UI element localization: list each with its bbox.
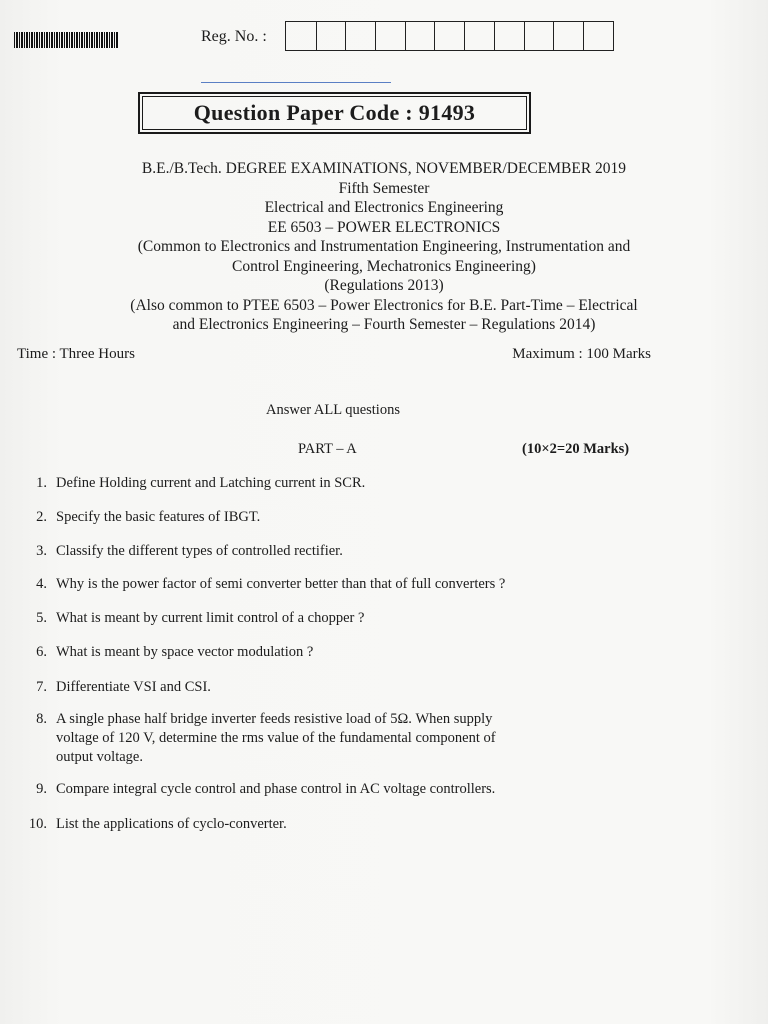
exam-header (0, 159, 768, 335)
reg-no-box (494, 22, 524, 50)
reg-no-label: Reg. No. : (201, 28, 267, 45)
question-text (56, 575, 611, 594)
question-text (56, 678, 611, 697)
header-line: (Common to Electronics and Instrumentation Engineering, Instrumentation and (137, 238, 631, 255)
question-number: 3. (36, 543, 47, 559)
header-line: B.E./B.Tech. DEGREE EXAMINATIONS, NOVEMBER/DECEMBER 2019 (141, 160, 627, 177)
time-marks-row (17, 346, 651, 363)
question-number: 5. (36, 610, 47, 626)
header-line: Control Engineering, Mechatronics Engineering) (232, 257, 536, 275)
reg-no-box (464, 22, 494, 50)
question-text-line: List the applications of cyclo-converter. (56, 816, 287, 832)
reg-no-box (434, 22, 464, 50)
question-text (56, 609, 611, 628)
reg-no-box (405, 22, 435, 50)
question-text-line: Classify the different types of controlled rectifier. (56, 543, 343, 559)
question-number: 6. (36, 644, 47, 660)
question-text-line: What is meant by current limit control of a chopper ? (56, 610, 365, 626)
header-line: Fifth Semester (338, 179, 430, 197)
question-text (56, 780, 611, 799)
question-text-line: voltage of 120 V, determine the rms value of the fundamental component of (56, 730, 496, 746)
reg-no-box (524, 22, 554, 50)
header-line: (Regulations 2013) (324, 277, 444, 294)
question-text (56, 474, 611, 493)
part-marks: (10×2=20 Marks) (522, 441, 630, 457)
reg-no-box (375, 22, 405, 50)
time-duration: Time : Three Hours (17, 346, 135, 362)
question-text-line: output voltage. (56, 749, 143, 765)
reg-no-boxes (285, 21, 614, 51)
blue-underline (201, 82, 391, 83)
question-number: 10. (28, 816, 47, 832)
question-text (56, 542, 611, 561)
reg-no-box (286, 22, 316, 50)
question-number: 1. (36, 475, 47, 491)
question-text-line: A single phase half bridge inverter feeds resistive load of 5Ω. When supply (56, 711, 493, 727)
header-line: and Electronics Engineering – Fourth Semester – Regulations 2014) (172, 316, 596, 333)
part-label: PART – A (298, 441, 357, 457)
question-number: 9. (36, 781, 47, 797)
question-number: 4. (36, 576, 47, 592)
reg-no-box (316, 22, 346, 50)
reg-no-box (345, 22, 375, 50)
question-number: 8. (36, 711, 47, 727)
question-number: 7. (36, 679, 47, 695)
question-text-line: What is meant by space vector modulation ? (56, 644, 314, 660)
reg-no-box (583, 22, 613, 50)
question-text (56, 508, 611, 527)
header-line: (Also common to PTEE 6503 – Power Electronics for B.E. Part-Time – Electrical (130, 296, 638, 314)
question-text-line: Define Holding current and Latching current in SCR. (56, 475, 366, 491)
question-paper-code: Question Paper Code : 91493 (142, 96, 527, 130)
question-text-line: Specify the basic features of IBGT. (56, 509, 261, 525)
header-line: EE 6503 – POWER ELECTRONICS (267, 218, 501, 236)
question-paper-code-box (138, 92, 531, 134)
question-number: 2. (36, 509, 47, 525)
reg-no-box (553, 22, 583, 50)
question-text (56, 815, 611, 834)
instruction: Answer ALL questions (266, 402, 400, 418)
maximum-marks: Maximum : 100 Marks (512, 346, 651, 362)
question-text-line: Why is the power factor of semi converter better than that of full converters ? (56, 576, 506, 592)
question-text (56, 710, 611, 767)
header-line: Electrical and Electronics Engineering (264, 199, 504, 216)
question-text-line: Differentiate VSI and CSI. (56, 679, 211, 695)
question-text-line: Compare integral cycle control and phase control in AC voltage controllers. (56, 781, 496, 797)
barcode-image (14, 32, 118, 48)
question-text (56, 643, 611, 662)
